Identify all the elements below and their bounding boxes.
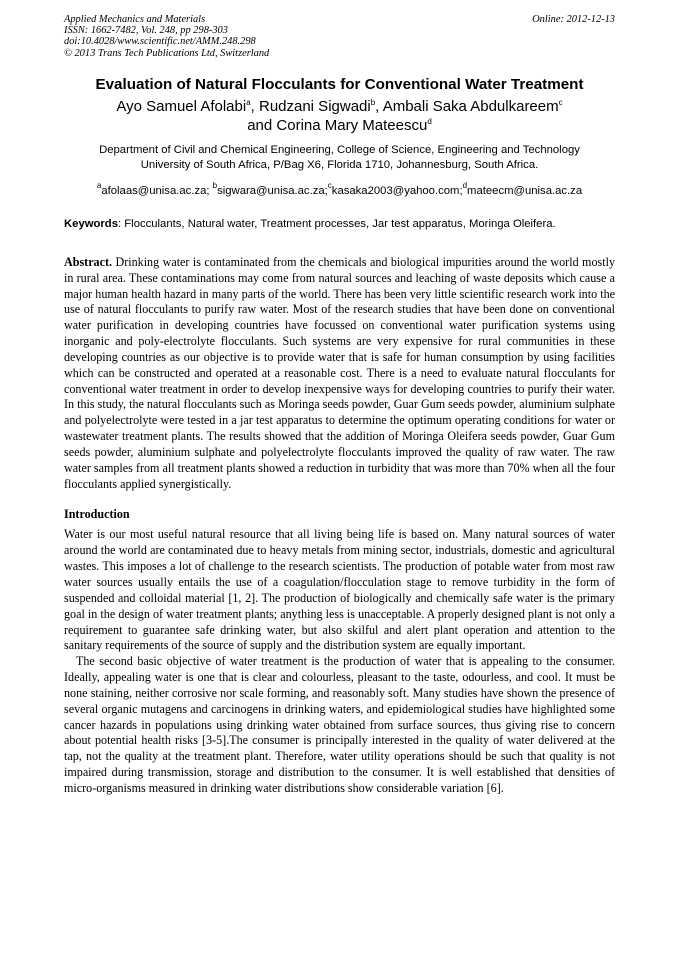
author-line-2	[64, 116, 615, 135]
paper-page	[64, 14, 615, 797]
email-superscript: c	[327, 180, 332, 190]
author-name: Rudzani Sigwadi	[258, 97, 371, 115]
journal-name: Applied Mechanics and Materials	[64, 14, 206, 25]
email-superscript: d	[462, 180, 468, 190]
keywords-text: : Flocculants, Natural water, Treatment processes, Jar test apparatus, Moringa Oleifera.	[118, 217, 556, 230]
abstract-text: Drinking water is contaminated from the chemicals and biological impurities around the world mostly in rural area. These contaminations may come from natural sources and leaching of waste deposits which cause a major human health hazard in many parts of the world. There has been very little scientific research work into the use of natural flocculants to purify raw water. Most of the research studies that have been done on conventional water purification in developing countries have focussed on conventional water purification systems using inorganic and poly-electrolyte flocculants. Such systems are very expensive for rural communities in these developing countries as our objective is to provide water that is safe for human consumption by using facilities which can be constructed and operated at a reasonable cost. There is a need to evaluate natural flocculants for conventional water treatment in order to develop inexpensive ways for developing countries to purify their water. In this study, the natural flocculants such as Moringa seeds powder, Guar Gum seeds powder, aluminium sulphate and polyelectrolyte were tested in a jar test apparatus to determine the optimum operating conditions for water or wastewater treatment plants. The results showed that the addition of Moringa Oleifera seeds powder, Guar Gum seeds powder, aluminium sulphate and polyelectrolyte flocculants improved the quality of raw water. The raw water samples from all treatment plants showed a reduction in turbidity that was more than 70% when all the four flocculants applied synergistically.	[64, 254, 615, 491]
abstract	[64, 255, 615, 493]
email-address[interactable]: kasaka2003@yahoo.com;	[331, 184, 463, 197]
author-name: Ayo Samuel Afolabi	[116, 97, 247, 115]
author-superscript: b	[370, 97, 376, 107]
author-separator: ,	[375, 97, 383, 115]
keywords	[64, 217, 615, 232]
author-name: Corina Mary Mateescu	[276, 116, 428, 134]
author-superscript: a	[246, 97, 251, 107]
author-superscript: d	[427, 116, 432, 126]
affiliation-line: Department of Civil and Chemical Engineering, College of Science, Engineering and Technology	[99, 143, 580, 156]
email-address[interactable]: mateecm@unisa.ac.za	[467, 184, 583, 197]
introduction-heading: Introduction	[64, 507, 130, 522]
keywords-label: Keywords	[64, 217, 118, 230]
author-separator: ,	[250, 97, 259, 115]
issn-line: ISSN: 1662-7482, Vol. 248, pp 298-303	[64, 25, 228, 37]
author-conjunction: and	[247, 116, 277, 134]
online-date: Online: 2012-12-13	[532, 14, 615, 25]
introduction-paragraph-1: Water is our most useful natural resource that all living being life is based on. Many natural sources of water around the world are contaminated due to heavy metals from mining sector, industrials, domestic and agricultural wastes. This imposes a lot of challenge to the research scientists. The production of potable water from most raw water sources usually entails the use of a coagulation/flocculation stage to remove turbidity in the form of suspended and colloidal material [1, 2]. The production of biologically and chemically safe water is the primary goal in the design of water treatment plants; anything less is unacceptable. A properly designed plant is not only a requirement to guarantee safe drinking water, but also skilful and alert plant operation and attention to the sanitary requirements of the source of supply and the distribution system are equally important.	[64, 527, 615, 653]
email-address[interactable]: sigwara@unisa.ac.za;	[217, 184, 328, 197]
email-address[interactable]: afolaas@unisa.ac.za;	[101, 184, 213, 197]
journal-header	[64, 14, 615, 59]
author-emails	[64, 180, 615, 199]
introduction-paragraph-2: The second basic objective of water treatment is the production of water that is appealing to the consumer. Ideally, appealing water is one that is clear and colourless, pleasant to the taste, odourless, and cool. It must be none staining, neither corrosive nor scale forming, and reasonably soft. Many studies have shown the presence of several organic mutagens and carcinogens in drinking waters, and epidemiological studies have highlighted some cancer hazards in populations using drinking water obtained from surface sources, thus giving rise to concern about potential health risks [3-5].The consumer is principally interested in the quality of water delivered at the tap, not the quality at the treatment plant. Therefore, water utility operations should be such that quality is not impaired during transmission, storage and distribution to the consumer. It is well established that densities of micro-organisms measured in drinking water distributions show considerable variation [6].	[64, 654, 615, 795]
author-superscript: c	[558, 97, 563, 107]
email-superscript: b	[212, 180, 218, 190]
affiliation-line: University of South Africa, P/Bag X6, Florida 1710, Johannesburg, South Africa.	[140, 158, 539, 171]
author-list	[64, 97, 615, 135]
doi-line: doi:10.4028/www.scientific.net/AMM.248.298	[64, 36, 256, 48]
affiliation	[64, 143, 615, 173]
abstract-label: Abstract.	[64, 254, 113, 269]
author-line-1	[64, 97, 615, 116]
paper-title: Evaluation of Natural Flocculants for Conventional Water Treatment	[95, 75, 584, 93]
email-superscript: a	[96, 180, 102, 190]
copyright-line: © 2013 Trans Tech Publications Ltd, Switzerland	[64, 47, 270, 59]
author-name: Ambali Saka Abdulkareem	[382, 97, 559, 115]
